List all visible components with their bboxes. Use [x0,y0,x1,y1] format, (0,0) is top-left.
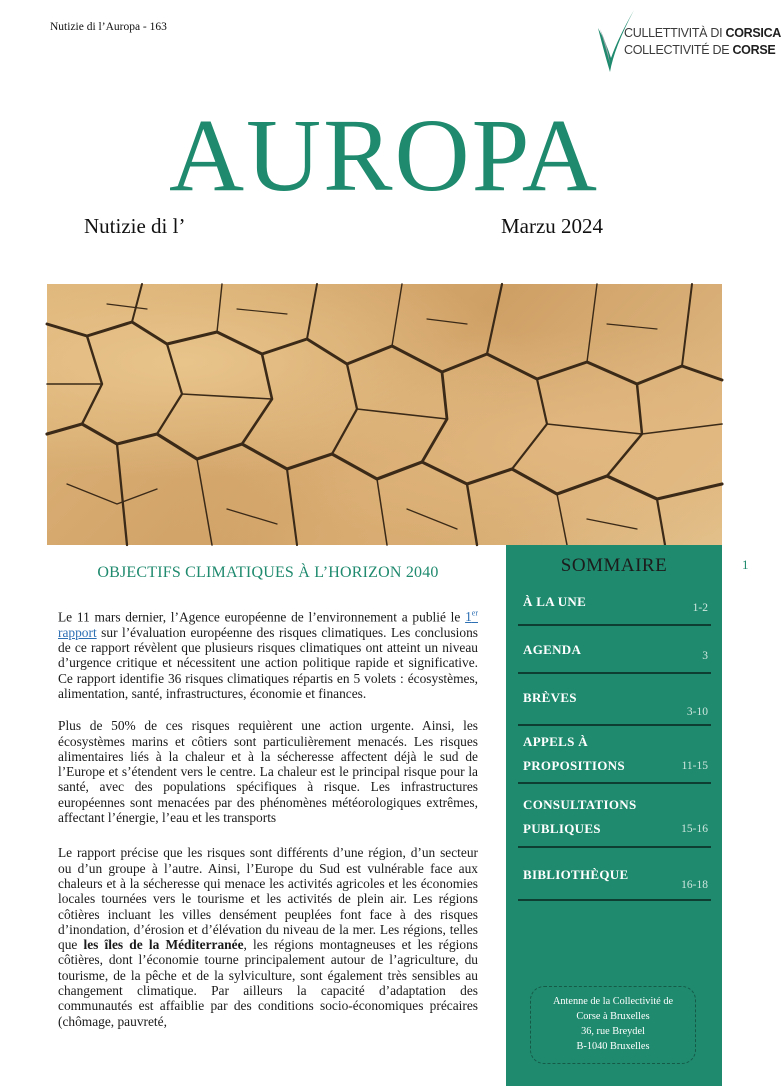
cracked-earth-photo [47,284,722,545]
sommaire-item-breves[interactable] [518,686,711,726]
sommaire-item-a-la-une[interactable] [518,590,711,626]
logo-line-corsican: CULLETTIVITÀ DI CORSICA [624,26,781,40]
sommaire-item-pages: 15-16 [681,823,708,835]
page-number: 1 [742,557,749,572]
sommaire-item-label: À LA UNE [523,594,587,609]
address-line: Corse à Bruxelles [576,1011,650,1022]
address-line: Antenne de la Collectivité de [552,996,674,1007]
sommaire-item-pages: 16-18 [681,879,708,891]
sommaire-item-agenda[interactable] [518,638,711,674]
sommaire-item-label-line2: PROPOSITIONS [523,758,625,773]
sommaire-item-appels-a-propositions[interactable] [518,730,711,784]
newsletter-masthead: AUROPA [168,98,600,213]
sommaire-title: SOMMAIRE [560,555,668,576]
sommaire-item-label: BIBLIOTHÈQUE [523,867,629,882]
sommaire-item-label-line1: CONSULTATIONS [523,797,637,812]
article-paragraph-3: Le rapport précise que les risques sont différents d’une région, d’un secteur ou d’un groupe à l’autre. Ainsi, l’Europe du Sud est vulnérable face aux chaleurs et à la sécheresse qui menace les activités agricoles et les économies locales tournées vers le tourisme et les activités de plein air. Les régions côtières incluant les villes densément peuplées font face à des risques d’inondation, d’érosion et d’élévation du niveau de la mer. Les régions, telles que les îles de la Méditerranée, les régions montagneuses et les régions côtières, dont l’économie tourne principalement autour de l’agriculture, du tourisme, de la pêche et de la sylviculture, sont également très sensibles au changement climatique. Par ailleurs la capacité d’adaptation des communautés est affaiblie par des conditions socio-économiques précaires (chômage, pauvreté, [58,845,478,1029]
antenne-address-box [530,986,696,1064]
article-paragraph-1: Le 11 mars dernier, l’Agence européenne de l’environnement a publié le 1er rapport sur l’évaluation européenne des risques climatiques. Les conclusions de ce rapport révèlent que plusieurs risques climatiques ont atteint un niveau d’urgence critique et nécessitent une action politique rapide et significative. Ce rapport identifie 36 risques climatiques répartis en 5 volets : écosystèmes, alimentation, santé, infrastructures, économie et finances. [58,609,478,701]
address-line: 36, rue Breydel [581,1026,645,1037]
logo-line-french: COLLECTIVITÉ DE CORSE [624,43,776,57]
issue-date: Marzu 2024 [501,214,604,238]
report-link[interactable]: 1er rapport [58,609,478,640]
address-line: B-1040 Bruxelles [576,1041,650,1052]
sommaire-item-pages: 3-10 [686,706,708,718]
logo-swoosh-icon [596,8,636,76]
sommaire-item-bibliotheque[interactable] [518,863,711,901]
cracked-earth-illustration [47,284,722,545]
article-body [58,606,478,1046]
sommaire-item-pages: 1-2 [692,602,708,614]
collectivite-de-corse-logo [596,8,781,76]
sommaire-item-pages: 3 [702,650,708,662]
issue-label: Nutizie di l’Auropa - 163 [50,21,167,33]
sommaire-item-pages: 11-15 [681,760,708,772]
sommaire-item-label: AGENDA [523,642,582,657]
article-paragraph-2: Plus de 50% de ces risques requièrent une action urgente. Ainsi, les écosystèmes marins et côtiers sont particulièrement menacés. Les risques alimentaires liés à la chaleur et à la sécheresse affectent déjà le sud de l’Europe et s’étendent vers le centre. La chaleur est le principal risque pour la santé, avec des populations spécifiques à risque. Les infrastructures européennes sont menacées par des phénomènes météorologiques extrêmes, affectant l’énergie, l’eau et les transports [58,718,478,826]
article-title: OBJECTIFS CLIMATIQUES À L’HORIZON 2040 [97,564,439,581]
sommaire-item-label-line2: PUBLIQUES [523,821,601,836]
sommaire-item-consultations-publiques[interactable] [518,793,711,848]
sommaire-item-label-line1: APPELS À [523,734,588,749]
masthead-subtitle: Nutizie di l’ [84,214,186,238]
sommaire-sidebar [506,545,722,1086]
sommaire-item-label: BRÈVES [523,690,577,705]
